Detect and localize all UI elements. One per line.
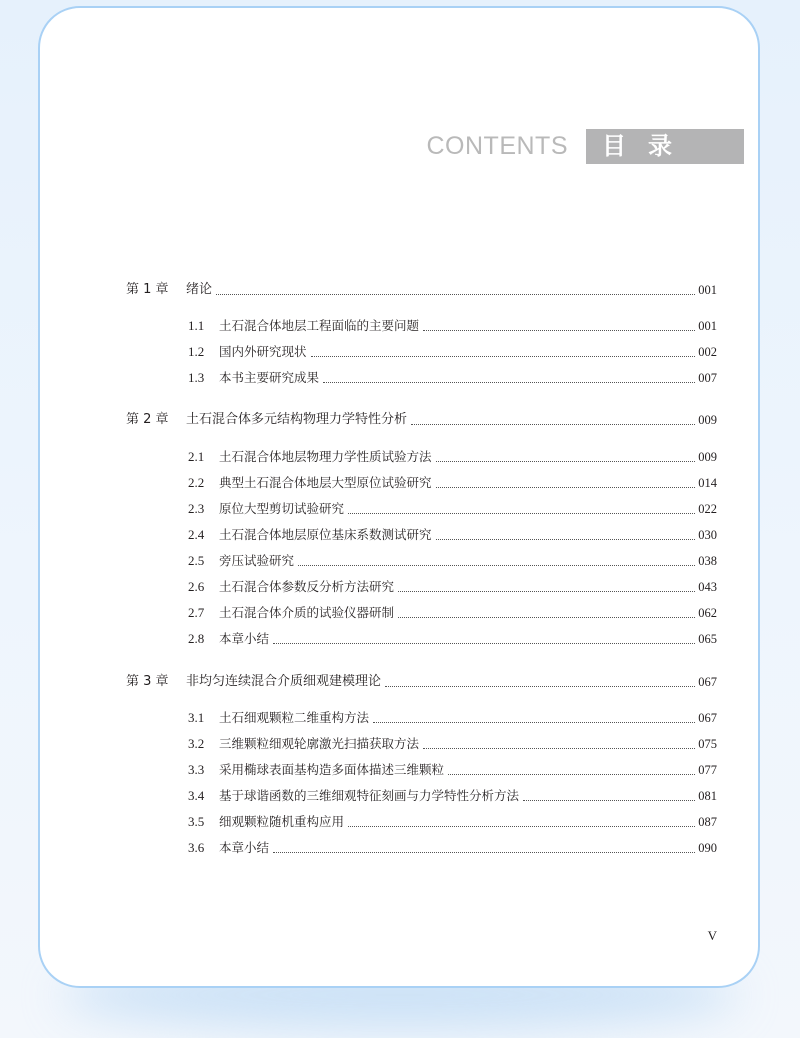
toc-page: 090 <box>698 841 717 855</box>
toc-page: 009 <box>698 450 717 464</box>
dot-leader <box>348 512 695 514</box>
dot-leader <box>411 423 695 425</box>
dot-leader <box>398 616 695 618</box>
toc-page: 007 <box>698 371 717 385</box>
toc-number: 3.2 <box>188 736 205 751</box>
toc-title: 土石混合体介质的试验仪器研制 <box>219 605 395 620</box>
toc-page: 062 <box>698 606 717 620</box>
toc-title: 非均匀连续混合介质细观建模理论 <box>186 674 382 689</box>
contents-heading: CONTENTS <box>426 132 568 160</box>
toc-page: 038 <box>698 554 717 568</box>
toc-title: 三维颗粒细观轮廓激光扫描获取方法 <box>219 736 420 751</box>
dot-leader <box>423 747 695 749</box>
toc-page: 065 <box>698 632 717 646</box>
toc-number: 2.4 <box>188 527 205 542</box>
dot-leader <box>436 460 696 462</box>
toc-section-2-8[interactable] <box>188 629 717 649</box>
toc-number: 3.4 <box>188 788 205 803</box>
toc-title: 土石混合体地层工程面临的主要问题 <box>219 318 420 333</box>
dot-leader <box>311 355 696 357</box>
dot-leader <box>273 642 695 644</box>
toc-page: 067 <box>698 711 717 725</box>
toc-number: 1.3 <box>188 370 205 385</box>
dot-leader <box>216 293 695 295</box>
toc-section-1-3[interactable] <box>188 368 717 388</box>
toc-section-2-7[interactable] <box>188 603 717 623</box>
toc-section-3-4[interactable] <box>188 786 717 806</box>
toc-number: 第 2 章 <box>126 412 169 427</box>
dot-leader <box>436 538 696 540</box>
toc-number: 2.1 <box>188 449 205 464</box>
toc-section-3-5[interactable] <box>188 812 717 832</box>
toc-title: 国内外研究现状 <box>219 344 307 359</box>
toc-section-3-2[interactable] <box>188 734 717 754</box>
toc-section-2-5[interactable] <box>188 551 717 571</box>
toc-section-2-6[interactable] <box>188 577 717 597</box>
toc-section-2-4[interactable] <box>188 525 717 545</box>
toc-section-3-1[interactable] <box>188 708 717 728</box>
toc-title: 土石混合体多元结构物理力学特性分析 <box>186 412 408 427</box>
toc-number: 2.8 <box>188 631 205 646</box>
toc-section-3-6[interactable] <box>188 838 717 858</box>
toc-page: 014 <box>698 476 717 490</box>
dot-leader <box>323 381 695 383</box>
toc-number: 2.6 <box>188 579 205 594</box>
toc-page: 043 <box>698 580 717 594</box>
toc-page: 009 <box>698 413 717 427</box>
toc-title: 土石细观颗粒二维重构方法 <box>219 710 370 725</box>
dot-leader <box>398 590 695 592</box>
toc-title: 旁压试验研究 <box>219 553 295 568</box>
toc-title: 本章小结 <box>219 840 270 855</box>
dot-leader <box>436 486 696 488</box>
dot-leader <box>273 851 695 853</box>
toc-section-2-1[interactable] <box>188 447 717 467</box>
toc-header <box>427 129 745 164</box>
toc-chapter-2[interactable] <box>126 410 717 430</box>
dot-leader <box>448 773 695 775</box>
toc-page: 087 <box>698 815 717 829</box>
toc-page: 075 <box>698 737 717 751</box>
toc-section-2-3[interactable] <box>188 499 717 519</box>
toc-title: 基于球谐函数的三维细观特征刻画与力学特性分析方法 <box>219 788 520 803</box>
toc-number: 3.5 <box>188 814 205 829</box>
dot-leader <box>423 329 695 331</box>
toc-number: 1.1 <box>188 318 205 333</box>
toc-number: 2.2 <box>188 475 205 490</box>
toc-chapter-1[interactable] <box>126 280 717 300</box>
toc-page: 030 <box>698 528 717 542</box>
dot-leader <box>373 721 695 723</box>
toc-title: 原位大型剪切试验研究 <box>219 501 345 516</box>
dot-leader <box>348 825 695 827</box>
toc-number: 3.3 <box>188 762 205 777</box>
toc-title: 土石混合体参数反分析方法研究 <box>219 579 395 594</box>
toc-title: 本书主要研究成果 <box>219 370 320 385</box>
toc-page: 067 <box>698 675 717 689</box>
toc-chapter-3[interactable] <box>126 672 717 692</box>
toc-page: 001 <box>698 319 717 333</box>
toc-page: 002 <box>698 345 717 359</box>
toc-title: 典型土石混合体地层大型原位试验研究 <box>219 475 432 490</box>
toc-number: 3.6 <box>188 840 205 855</box>
toc-number: 2.3 <box>188 501 205 516</box>
toc-number: 第 1 章 <box>126 282 169 297</box>
toc-title: 绪论 <box>186 282 213 297</box>
toc-title: 采用椭球表面基构造多面体描述三维颗粒 <box>219 762 445 777</box>
toc-page: 081 <box>698 789 717 803</box>
toc-number: 2.5 <box>188 553 205 568</box>
page-number: V <box>707 928 717 943</box>
toc-section-3-3[interactable] <box>188 760 717 780</box>
toc-number: 2.7 <box>188 605 205 620</box>
toc-section-2-2[interactable] <box>188 473 717 493</box>
toc-title: 土石混合体地层原位基床系数测试研究 <box>219 527 432 542</box>
toc-page: 001 <box>698 283 717 297</box>
dot-leader <box>523 799 695 801</box>
toc-title: 细观颗粒随机重构应用 <box>219 814 345 829</box>
toc-title: 本章小结 <box>219 631 270 646</box>
toc-title: 土石混合体地层物理力学性质试验方法 <box>219 449 432 464</box>
dot-leader <box>385 685 695 687</box>
toc-section-1-1[interactable] <box>188 316 717 336</box>
dot-leader <box>298 564 695 566</box>
toc-page: 022 <box>698 502 717 516</box>
toc-number: 第 3 章 <box>126 674 169 689</box>
toc-page: 077 <box>698 763 717 777</box>
toc-number: 1.2 <box>188 344 205 359</box>
mulu-heading: 目录 <box>586 129 744 164</box>
toc-section-1-2[interactable] <box>188 342 717 362</box>
toc-number: 3.1 <box>188 710 205 725</box>
